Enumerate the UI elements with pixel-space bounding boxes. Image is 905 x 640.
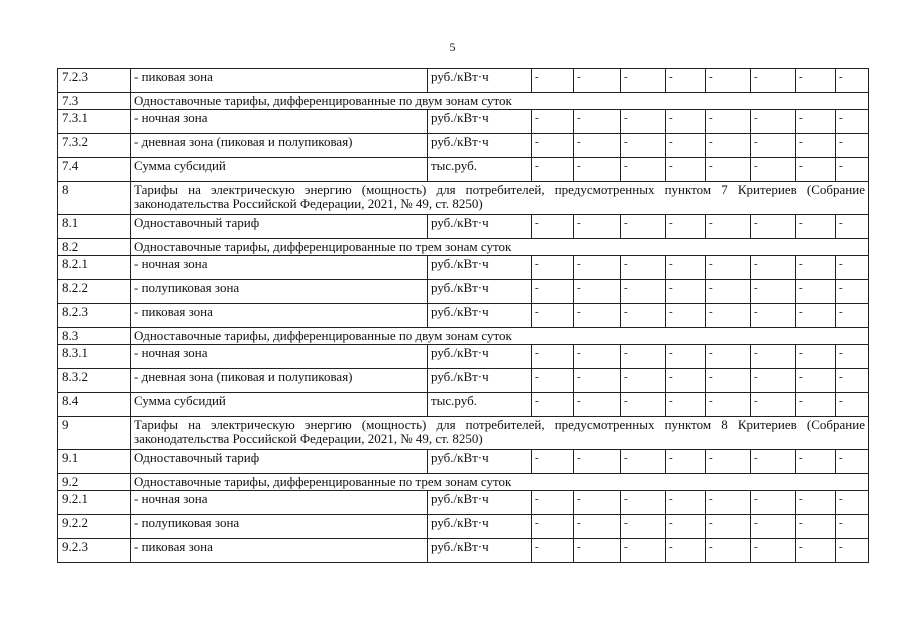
value-cell: - (751, 280, 796, 304)
row-code: 8.2.3 (58, 304, 131, 328)
value-cell: - (751, 345, 796, 369)
value-cell: - (621, 450, 666, 474)
value-cell: - (706, 69, 751, 93)
section-row (58, 474, 869, 491)
value-cell: - (621, 215, 666, 239)
value-cell: - (574, 215, 621, 239)
row-name: Одноставочный тариф (131, 450, 428, 474)
value-cell: - (836, 491, 869, 515)
table-row (58, 110, 869, 134)
section-title: Тарифы на электрическую энергию (мощность) для потребителей, предусмотренных пунктом 7 Критериев (Собрание законодательства Российской Федерации, 2021, № 49, ст. 8250) (131, 182, 869, 215)
row-code: 9.2.1 (58, 491, 131, 515)
value-cell: - (836, 393, 869, 417)
value-cell: - (706, 158, 751, 182)
section-row (58, 93, 869, 110)
value-cell: - (836, 256, 869, 280)
value-cell: - (796, 515, 836, 539)
value-cell: - (666, 450, 706, 474)
value-cell: - (706, 450, 751, 474)
row-name: - ночная зона (131, 110, 428, 134)
value-cell: - (666, 110, 706, 134)
value-cell: - (796, 69, 836, 93)
row-unit: тыс.руб. (428, 393, 532, 417)
value-cell: - (574, 256, 621, 280)
value-cell: - (706, 539, 751, 563)
value-cell: - (621, 393, 666, 417)
section-row (58, 328, 869, 345)
value-cell: - (532, 110, 574, 134)
row-code: 7.3 (58, 93, 131, 110)
value-cell: - (532, 304, 574, 328)
value-cell: - (706, 393, 751, 417)
value-cell: - (751, 515, 796, 539)
value-cell: - (751, 158, 796, 182)
value-cell: - (796, 134, 836, 158)
value-cell: - (706, 215, 751, 239)
table-row (58, 369, 869, 393)
value-cell: - (574, 304, 621, 328)
value-cell: - (574, 491, 621, 515)
table-row (58, 393, 869, 417)
value-cell: - (621, 69, 666, 93)
section-row (58, 182, 869, 215)
row-name: - дневная зона (пиковая и полупиковая) (131, 134, 428, 158)
value-cell: - (751, 256, 796, 280)
row-code: 9.2.3 (58, 539, 131, 563)
row-code: 7.2.3 (58, 69, 131, 93)
row-name: - ночная зона (131, 491, 428, 515)
value-cell: - (666, 539, 706, 563)
value-cell: - (836, 304, 869, 328)
value-cell: - (574, 515, 621, 539)
value-cell: - (574, 110, 621, 134)
value-cell: - (532, 491, 574, 515)
value-cell: - (574, 345, 621, 369)
row-name: - пиковая зона (131, 304, 428, 328)
value-cell: - (666, 345, 706, 369)
value-cell: - (836, 345, 869, 369)
value-cell: - (532, 215, 574, 239)
table-row (58, 539, 869, 563)
row-code: 9.1 (58, 450, 131, 474)
value-cell: - (706, 345, 751, 369)
table-row (58, 450, 869, 474)
value-cell: - (574, 280, 621, 304)
page-number: 5 (449, 40, 456, 54)
value-cell: - (751, 215, 796, 239)
value-cell: - (532, 280, 574, 304)
value-cell: - (574, 450, 621, 474)
value-cell: - (751, 369, 796, 393)
row-code: 7.3.1 (58, 110, 131, 134)
value-cell: - (706, 304, 751, 328)
value-cell: - (666, 369, 706, 393)
value-cell: - (532, 345, 574, 369)
section-title: Одноставочные тарифы, дифференцированные по двум зонам суток (131, 93, 869, 110)
value-cell: - (532, 393, 574, 417)
section-title: Одноставочные тарифы, дифференцированные по трем зонам суток (131, 239, 869, 256)
value-cell: - (796, 491, 836, 515)
row-code: 8.2.2 (58, 280, 131, 304)
value-cell: - (621, 345, 666, 369)
row-code: 8.3.1 (58, 345, 131, 369)
row-name: Сумма субсидий (131, 393, 428, 417)
row-unit: руб./кВт·ч (428, 539, 532, 563)
value-cell: - (532, 515, 574, 539)
value-cell: - (532, 69, 574, 93)
row-code: 8.4 (58, 393, 131, 417)
row-unit: руб./кВт·ч (428, 450, 532, 474)
row-unit: руб./кВт·ч (428, 256, 532, 280)
value-cell: - (666, 393, 706, 417)
table-row (58, 515, 869, 539)
value-cell: - (836, 215, 869, 239)
value-cell: - (621, 304, 666, 328)
value-cell: - (532, 369, 574, 393)
row-code: 8.2 (58, 239, 131, 256)
value-cell: - (574, 134, 621, 158)
value-cell: - (751, 304, 796, 328)
value-cell: - (796, 539, 836, 563)
row-code: 9.2.2 (58, 515, 131, 539)
value-cell: - (796, 110, 836, 134)
row-unit: руб./кВт·ч (428, 369, 532, 393)
table-row (58, 491, 869, 515)
row-name: Одноставочный тариф (131, 215, 428, 239)
value-cell: - (666, 491, 706, 515)
value-cell: - (666, 256, 706, 280)
value-cell: - (751, 450, 796, 474)
value-cell: - (574, 158, 621, 182)
value-cell: - (666, 134, 706, 158)
value-cell: - (751, 69, 796, 93)
row-code: 8.1 (58, 215, 131, 239)
value-cell: - (532, 134, 574, 158)
value-cell: - (666, 158, 706, 182)
table-row (58, 134, 869, 158)
value-cell: - (796, 158, 836, 182)
value-cell: - (621, 369, 666, 393)
table-row (58, 256, 869, 280)
value-cell: - (621, 134, 666, 158)
row-unit: руб./кВт·ч (428, 345, 532, 369)
value-cell: - (751, 539, 796, 563)
table-row (58, 215, 869, 239)
table-row (58, 345, 869, 369)
value-cell: - (836, 450, 869, 474)
value-cell: - (532, 539, 574, 563)
row-name: - дневная зона (пиковая и полупиковая) (131, 369, 428, 393)
section-row (58, 417, 869, 450)
value-cell: - (621, 491, 666, 515)
value-cell: - (836, 110, 869, 134)
value-cell: - (836, 539, 869, 563)
table-row (58, 158, 869, 182)
row-code: 8 (58, 182, 131, 215)
value-cell: - (574, 369, 621, 393)
value-cell: - (751, 110, 796, 134)
value-cell: - (706, 110, 751, 134)
value-cell: - (706, 134, 751, 158)
value-cell: - (796, 345, 836, 369)
row-name: - пиковая зона (131, 69, 428, 93)
value-cell: - (706, 256, 751, 280)
row-unit: руб./кВт·ч (428, 134, 532, 158)
value-cell: - (836, 158, 869, 182)
row-name: - полупиковая зона (131, 280, 428, 304)
table-row (58, 69, 869, 93)
value-cell: - (621, 256, 666, 280)
value-cell: - (751, 491, 796, 515)
value-cell: - (751, 393, 796, 417)
value-cell: - (796, 256, 836, 280)
tariff-table (57, 68, 869, 563)
value-cell: - (836, 369, 869, 393)
value-cell: - (751, 134, 796, 158)
row-unit: руб./кВт·ч (428, 280, 532, 304)
value-cell: - (796, 450, 836, 474)
value-cell: - (666, 215, 706, 239)
value-cell: - (836, 515, 869, 539)
row-unit: руб./кВт·ч (428, 69, 532, 93)
row-unit: руб./кВт·ч (428, 515, 532, 539)
row-name: - ночная зона (131, 345, 428, 369)
value-cell: - (574, 69, 621, 93)
row-unit: руб./кВт·ч (428, 491, 532, 515)
value-cell: - (574, 393, 621, 417)
value-cell: - (532, 256, 574, 280)
row-unit: руб./кВт·ч (428, 110, 532, 134)
value-cell: - (796, 369, 836, 393)
row-code: 9.2 (58, 474, 131, 491)
value-cell: - (621, 539, 666, 563)
row-unit: тыс.руб. (428, 158, 532, 182)
row-code: 8.2.1 (58, 256, 131, 280)
value-cell: - (706, 515, 751, 539)
value-cell: - (836, 69, 869, 93)
row-name: - пиковая зона (131, 539, 428, 563)
row-name: - ночная зона (131, 256, 428, 280)
row-code: 8.3.2 (58, 369, 131, 393)
row-code: 9 (58, 417, 131, 450)
value-cell: - (666, 280, 706, 304)
row-name: Сумма субсидий (131, 158, 428, 182)
value-cell: - (836, 134, 869, 158)
value-cell: - (532, 158, 574, 182)
value-cell: - (706, 280, 751, 304)
row-unit: руб./кВт·ч (428, 215, 532, 239)
table-row (58, 304, 869, 328)
value-cell: - (706, 491, 751, 515)
section-row (58, 239, 869, 256)
value-cell: - (666, 515, 706, 539)
row-name: - полупиковая зона (131, 515, 428, 539)
table-row (58, 280, 869, 304)
value-cell: - (574, 539, 621, 563)
value-cell: - (666, 304, 706, 328)
row-code: 7.4 (58, 158, 131, 182)
value-cell: - (796, 304, 836, 328)
value-cell: - (621, 280, 666, 304)
value-cell: - (666, 69, 706, 93)
table-body (58, 69, 869, 563)
value-cell: - (621, 515, 666, 539)
row-unit: руб./кВт·ч (428, 304, 532, 328)
value-cell: - (532, 450, 574, 474)
value-cell: - (621, 110, 666, 134)
value-cell: - (796, 215, 836, 239)
value-cell: - (796, 280, 836, 304)
value-cell: - (796, 393, 836, 417)
value-cell: - (706, 369, 751, 393)
value-cell: - (621, 158, 666, 182)
row-code: 8.3 (58, 328, 131, 345)
value-cell: - (836, 280, 869, 304)
section-title: Одноставочные тарифы, дифференцированные по двум зонам суток (131, 328, 869, 345)
section-title: Одноставочные тарифы, дифференцированные по трем зонам суток (131, 474, 869, 491)
row-code: 7.3.2 (58, 134, 131, 158)
section-title: Тарифы на электрическую энергию (мощность) для потребителей, предусмотренных пунктом 8 Критериев (Собрание законодательства Российской Федерации, 2021, № 49, ст. 8250) (131, 417, 869, 450)
